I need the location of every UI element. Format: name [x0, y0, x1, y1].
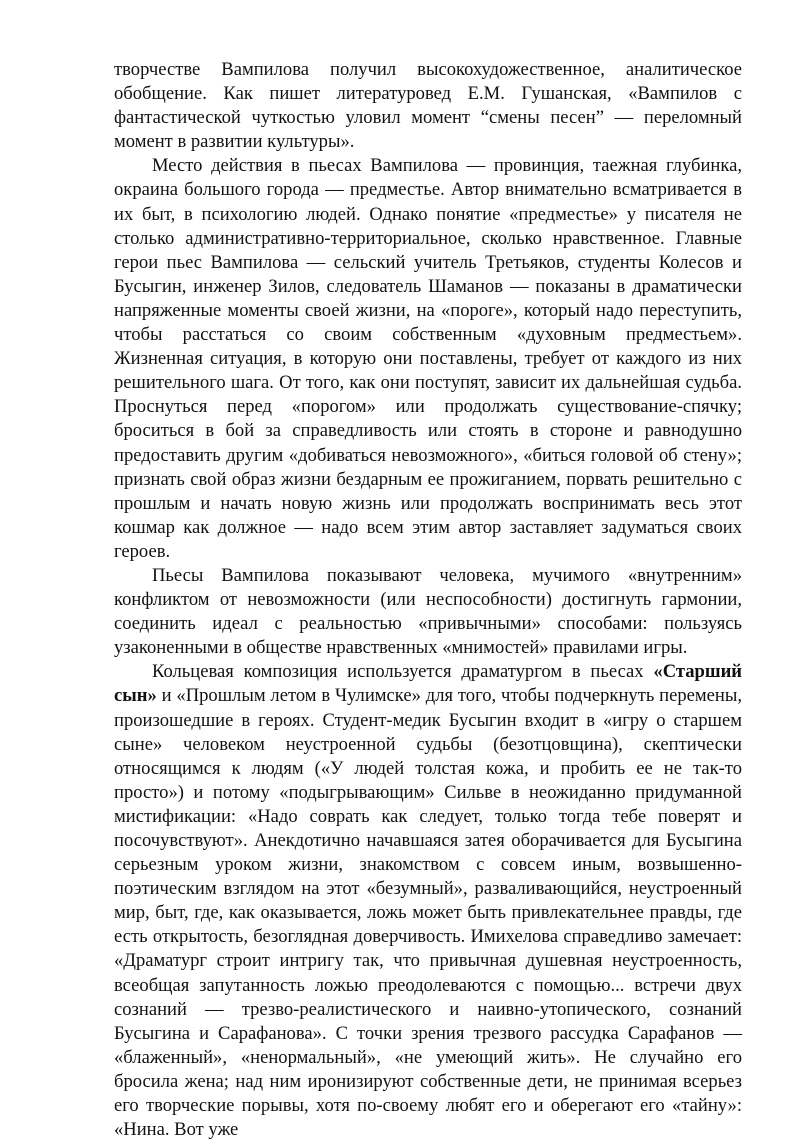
paragraph-composition-rest: и «Прошлым летом в Чулимске» для того, чтобы подчеркнуть перемены, произошедшие в героях. Студент-медик Бусыгин входит в «игру о старшем сыне» человеком неустроенной судьбы (безотцовщина), скептически относящимся к людям («У людей толстая кожа, и пробить ее не так-то просто») и потому «подыгрывающим» Сильве в неожиданно придуманной мистификации: «Надо соврать как следует, только тогда тебе поверят и посочувствуют». Анекдотично начавшаяся затея оборачивается для Бусыгина серьезным уроком жизни, знакомством с совсем иным, возвышенно-поэтическим взглядом на этот «безумный», разваливающийся, неустроенный мир, быт, где, как оказывается, ложь может быть привлекательнее правды, где есть открытость, безоглядная доверчивость. Имихелова справедливо замечает: «Драматург строит интригу так, что привычная душевная неустроенность, всеобщая запутанность ложью преодолеваются с помощью... встречи двух сознаний — трезво-реалистического и наивно-утопического, сознаний Бусыгина и Сарафанова». С точки зрения трезвого рассудка Сарафанов — «блаженный», «ненормальный», «не умеющий жить». Не случайно его бросила жена; над ним иронизируют собственные дети, не принимая всерьез его творческие порывы, хотя по-своему любят его и оберегают его «тайну»: «Нина. Вот уже: [114, 685, 742, 1141]
paragraph-conflict: Пьесы Вампилова показывают человека, мучимого «внутренним» конфликтом от невозможности (или неспособности) достигнуть гармонии, соединить идеал с реальностью «привычными» способами: пользуясь узаконенными в обществе нравственных «мнимостей» правилами игры.: [114, 564, 742, 659]
paragraph-continuation: творчестве Вампилова получил высокохудожественное, аналитическое обобщение. Как пишет литературовед Е.М. Гушанская, «Вампилов с фантастической чуткостью уловил момент “смены песен” — переломный момент в развитии культуры».: [114, 59, 742, 153]
paragraph-composition: [114, 660, 742, 1142]
play-title-bold: «Старший сын»: [114, 661, 742, 707]
document-page: [114, 58, 742, 1142]
paragraph-setting: Место действия в пьесах Вампилова — провинция, таежная глубинка, окраина большого города — предместье. Автор внимательно всматривается в их быт, в психологию людей. Однако понятие «предместье» у писателя не столько административно-территориальное, сколько нравственное. Главные герои пьес Вампилова — сельский учитель Третьяков, студенты Колесов и Бусыгин, инженер Зилов, следователь Шаманов — показаны в драматически напряженные моменты своей жизни, на «пороге», который надо переступить, чтобы расстаться со своим собственным «духовным предместьем». Жизненная ситуация, в которую они поставлены, требует от каждого из них решительного шага. От того, как они поступят, зависит их дальнейшая судьба. Проснуться перед «порогом» или продолжать существование-спячку; броситься в бой за справедливость или стоять в стороне и равнодушно предоставить другим «добиваться невозможного», «биться головой об стену»; признать свой образ жизни бездарным ее прожиганием, порвать решительно с прошлым и начать новую жизнь или продолжать воспринимать весь этот кошмар как должное — надо всем этим автор заставляет задуматься своих героев.: [114, 155, 742, 562]
paragraph-composition-lead: Кольцевая композиция используется драматургом в пьесах: [152, 661, 654, 683]
